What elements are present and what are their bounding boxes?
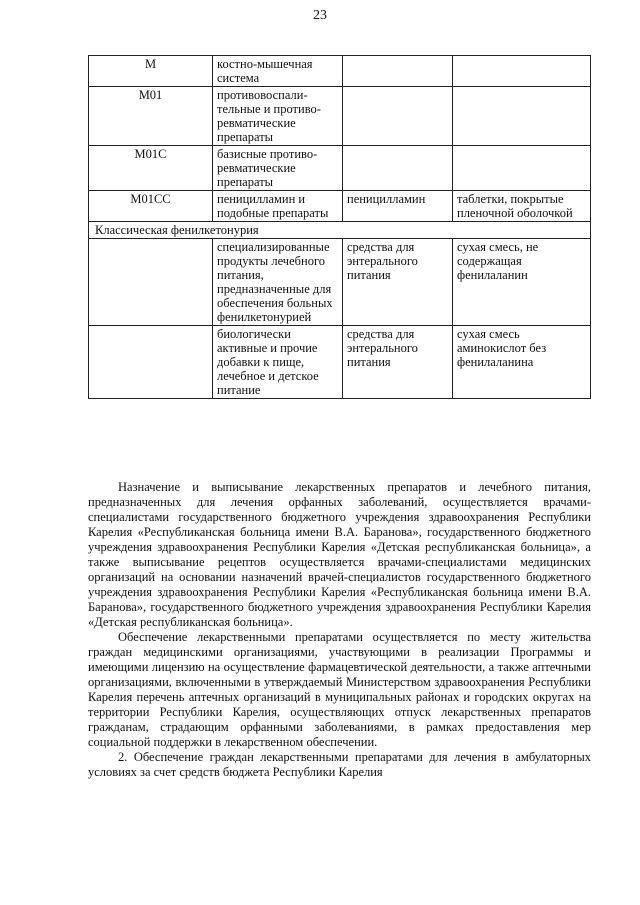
atc-code-cell: М01 xyxy=(89,87,213,146)
table-row xyxy=(89,87,591,146)
atc-code-cell xyxy=(89,326,213,399)
section-title: Классическая фенилкетонурия xyxy=(89,222,591,239)
group-cell: специализированные продукты лечебного питания, предназначенные для обеспечения больных фенилкетонурией xyxy=(213,239,343,326)
atc-code-cell: М01С xyxy=(89,146,213,191)
table-row xyxy=(89,239,591,326)
group-cell: пеницилламин и подобные препараты xyxy=(213,191,343,222)
atc-code-cell xyxy=(89,239,213,326)
body-text xyxy=(88,480,591,780)
group-cell: противовоспали-тельные и противо-ревматические препараты xyxy=(213,87,343,146)
drug-table xyxy=(88,55,591,399)
atc-code-cell: М xyxy=(89,56,213,87)
substance-cell xyxy=(343,56,453,87)
page-number: 23 xyxy=(313,8,327,23)
table-row xyxy=(89,326,591,399)
atc-code-cell: М01СС xyxy=(89,191,213,222)
table-row xyxy=(89,191,591,222)
form-cell: таблетки, покрытые пленочной оболочкой xyxy=(453,191,591,222)
paragraph: Обеспечение лекарственными препаратами осуществляется по месту жительства граждан медицинскими организациями, участвующими в реализации Программы и имеющими лицензию на осуществление фармацевтической деятельности, а также аптечными организациями, включенными в утверждаемый Министерством здравоохранения Республики Карелия перечень аптечных организаций в муниципальных районах и городских округах на территории Республики Карелия, осуществляющих отпуск лекарственных препаратов гражданам, страдающим орфанными заболеваниями, в рамках предоставления мер социальной поддержки в лекарственном обеспечении. xyxy=(88,630,591,749)
form-cell: сухая смесь аминокислот без фенилаланина xyxy=(453,326,591,399)
group-cell: базисные противо-ревматические препараты xyxy=(213,146,343,191)
substance-cell xyxy=(343,146,453,191)
substance-cell: средства для энтерального питания xyxy=(343,239,453,326)
substance-cell: средства для энтерального питания xyxy=(343,326,453,399)
group-cell: биологически активные и прочие добавки к пище, лечебное и детское питание xyxy=(213,326,343,399)
form-cell: сухая смесь, не содержащая фенилаланин xyxy=(453,239,591,326)
paragraph: 2. Обеспечение граждан лекарственными препаратами для лечения в амбулаторных условиях за счет средств бюджета Республики Карелия xyxy=(88,750,591,779)
table-row xyxy=(89,146,591,191)
group-cell: костно-мышечная система xyxy=(213,56,343,87)
form-cell xyxy=(453,87,591,146)
paragraph: Назначение и выписывание лекарственных препаратов и лечебного питания, предназначенных для лечения орфанных заболеваний, осуществляется врачами-специалистами государственного бюджетного учреждения здравоохранения Республики Карелия «Республиканская больница имени В.А. Баранова», государственного бюджетного учреждения здравоохранения Республики Карелия «Детская республиканская больница», а также выписывание рецептов осуществляется врачами-специалистами медицинских организаций на основании назначений врачей-специалистов государственного бюджетного учреждения здравоохранения Республики Карелия «Республиканская больница имени В.А. Баранова», государственного бюджетного учреждения здравоохранения Республики Карелия «Детская республиканская больница». xyxy=(88,480,591,629)
table-section-row xyxy=(89,222,591,239)
substance-cell xyxy=(343,87,453,146)
form-cell xyxy=(453,146,591,191)
table-row xyxy=(89,56,591,87)
substance-cell: пеницилламин xyxy=(343,191,453,222)
form-cell xyxy=(453,56,591,87)
